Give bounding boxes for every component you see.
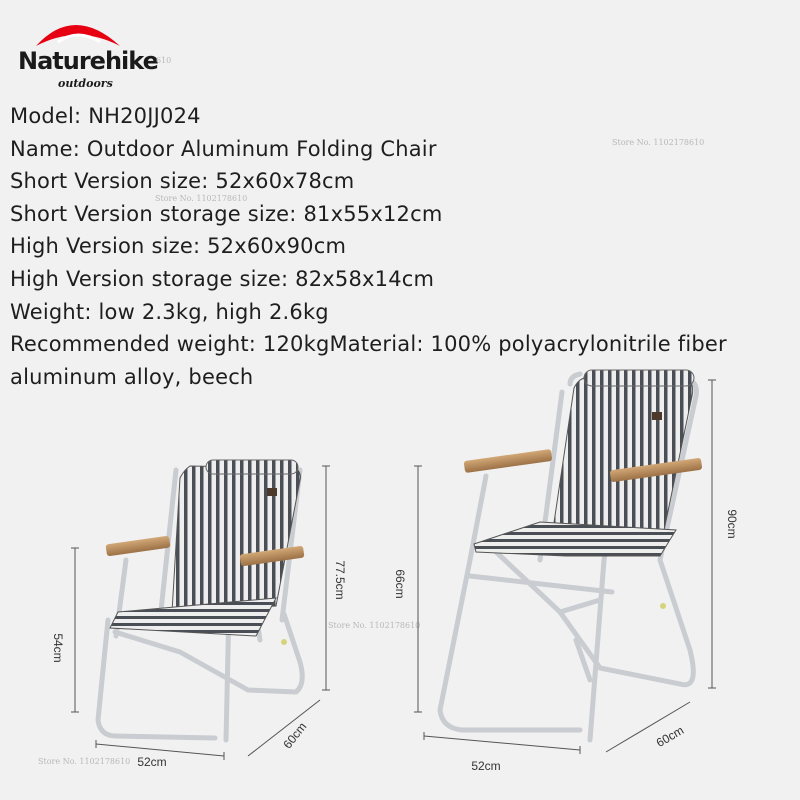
- spec-model: Model: NH20JJ024: [10, 104, 201, 128]
- high-depth-label: 60cm: [653, 723, 687, 750]
- armrest-left: [105, 536, 170, 557]
- short-height-label: 54cm: [51, 633, 65, 663]
- short-width-label: 52cm: [137, 755, 167, 769]
- watermark-1: Store No. 1102178610: [612, 138, 705, 147]
- spec-short-size: Short Version size: 52x60x78cm: [10, 169, 355, 194]
- high-width-label: 52cm: [471, 759, 501, 773]
- short-chair: [98, 460, 305, 740]
- high-total-height-label: 90cm: [725, 509, 739, 539]
- spec-short-storage: Short Version storage size: 81x55x12cm: [10, 201, 443, 226]
- spec-weight: Weight: low 2.3kg, high 2.6kg: [10, 299, 329, 324]
- watermark-4: Store No. 1102178610: [38, 757, 131, 766]
- armrest-left: [464, 449, 553, 473]
- tag-icon: [267, 488, 277, 496]
- high-height-label: 66cm: [393, 569, 407, 599]
- short-depth-label: 60cm: [280, 719, 310, 752]
- spec-high-storage: High Version storage size: 82x58x14cm: [10, 266, 435, 291]
- spec-material-cont: aluminum alloy, beech: [10, 364, 254, 389]
- spec-high-size: High Version size: 52x60x90cm: [10, 234, 347, 259]
- spec-name: Name: Outdoor Aluminum Folding Chair: [10, 136, 437, 161]
- high-chair: [440, 370, 702, 740]
- spec-material: Recommended weight: 120kgMaterial: 100% polyacrylonitrile fiber: [10, 332, 727, 357]
- brand-tagline: outdoors: [58, 77, 113, 90]
- watermark-3: Store No. 1102178610: [328, 621, 421, 630]
- watermark-2: Store No. 1102178610: [155, 194, 248, 203]
- short-total-height-label: 77.5cm: [333, 560, 347, 600]
- watermark-fragment: 610: [156, 56, 172, 65]
- brand-name: Naturehike: [18, 47, 158, 75]
- tag-icon: [652, 412, 662, 420]
